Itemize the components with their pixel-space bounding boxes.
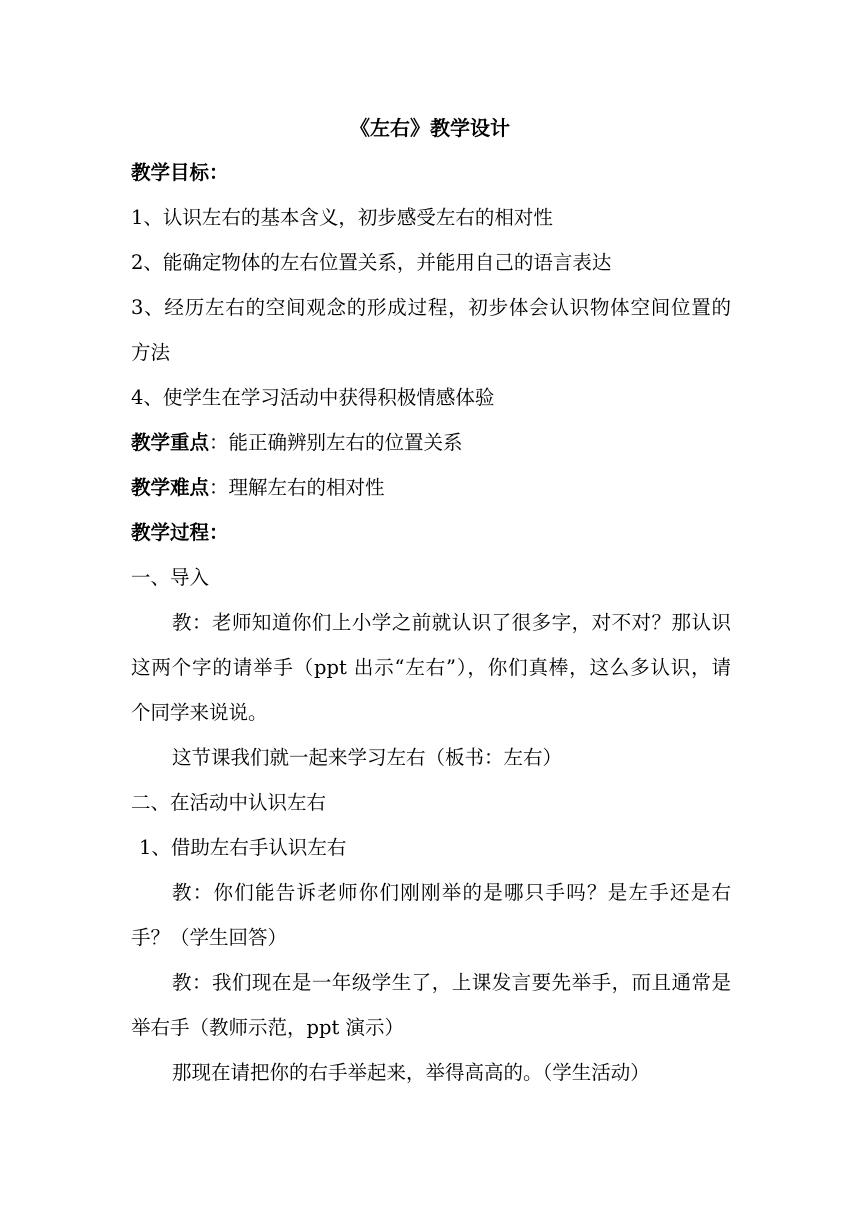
document-title: 《左右》教学设计: [350, 116, 510, 140]
section-heading: 二、在活动中认识左右: [131, 791, 327, 814]
key-point-label: 教学重点: [131, 431, 210, 454]
paragraph-line: 手？（学生回答）: [131, 926, 288, 949]
difficulty-label: 教学难点: [131, 476, 210, 499]
paragraph-line: 那现在请把你的右手举起来，举得高高的。（学生活动）: [172, 1061, 650, 1084]
objectives-heading: 教学目标：: [131, 161, 229, 184]
paragraph-line: 举右手（教师示范，ppt 演示）: [131, 1016, 405, 1039]
paragraph-line: 这两个字的请举手（ppt 出示“左右”），你们真棒，这么多认识，请: [131, 656, 731, 679]
objective-item: 3、经历左右的空间观念的形成过程，初步体会认识物体空间位置的: [131, 296, 731, 319]
objective-item-continuation: 方法: [131, 341, 171, 364]
key-point-text: ：能正确辨别左右的位置关系: [209, 431, 463, 454]
paragraph-line: 个同学来说说。: [131, 701, 268, 724]
paragraph-line: 教：我们现在是一年级学生了，上课发言要先举手，而且通常是: [172, 971, 731, 994]
paragraph-line: 这节课我们就一起来学习左右（板书：左右）: [172, 746, 563, 769]
difficulty-text: ：理解左右的相对性: [209, 476, 385, 499]
subsection-heading: 1、借助左右手认识左右: [139, 836, 347, 859]
objective-item: 4、使学生在学习活动中获得积极情感体验: [131, 386, 495, 409]
difficulty-point: [131, 474, 731, 502]
paragraph-line: 教：你们能告诉老师你们刚刚举的是哪只手吗？是左手还是右: [172, 881, 731, 904]
key-point: [131, 429, 731, 457]
paragraph-line: 教：老师知道你们上小学之前就认识了很多字，对不对？那认识: [172, 611, 731, 634]
objective-item: 2、能确定物体的左右位置关系，并能用自己的语言表达: [131, 251, 612, 274]
objective-item: 1、认识左右的基本含义，初步感受左右的相对性: [131, 206, 553, 229]
section-heading: 一、导入: [131, 566, 210, 589]
process-heading: 教学过程：: [131, 521, 229, 544]
